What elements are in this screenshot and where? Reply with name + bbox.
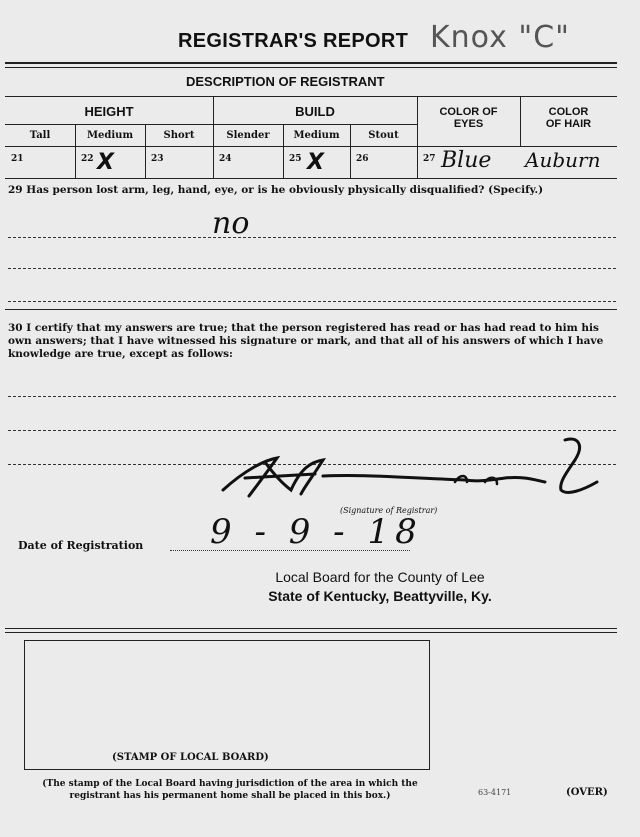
date-label: Date of Registration (18, 539, 144, 552)
board-line-1: Local Board for the County of Lee (275, 569, 485, 585)
hair-color-value: Auburn (525, 148, 601, 172)
question-29: 29 Has person lost arm, leg, hand, eye, or is he obviously physically disqualified? (Specify.) (8, 184, 544, 196)
build-slender-label: Slender (226, 130, 270, 141)
hair-header: COLOR OF HAIR (545, 106, 592, 130)
field-number: 25 (289, 154, 302, 164)
handwritten-reference: Knox "C" (430, 20, 570, 55)
answer-line (8, 301, 616, 302)
field-number: 27 (423, 154, 436, 164)
divider (5, 628, 617, 629)
build-medium-mark: X (307, 150, 324, 175)
registration-date: 9 - 9 - 18 (210, 512, 423, 552)
stamp-label: (STAMP OF LOCAL BOARD) (112, 752, 269, 763)
eyes-header: COLOR OF EYES (439, 106, 498, 130)
stamp-box (24, 640, 430, 770)
form-number: 63-4171 (478, 788, 512, 797)
height-medium-label: Medium (86, 130, 134, 141)
board-line-2: State of Kentucky, Beattyville, Ky. (268, 588, 492, 604)
field-number: 24 (219, 154, 232, 164)
registrar-signature-image (205, 430, 615, 510)
build-stout-label: Stout (368, 130, 399, 141)
build-medium-label: Medium (293, 130, 340, 141)
field-number: 22 (81, 154, 94, 164)
report-title: REGISTRAR'S REPORT (178, 30, 409, 52)
description-table (5, 96, 617, 178)
build-header: BUILD (295, 104, 335, 119)
height-header: HEIGHT (84, 104, 134, 119)
answer-line (8, 268, 616, 269)
question-30: 30 I certify that my answers are true; that the person registered has read or has had read to him his own answers; that I have witnessed his signature or mark, and that all of his answers of which I have knowledge are true, except as follows: (8, 322, 604, 360)
description-title: DESCRIPTION OF REGISTRANT (186, 74, 385, 89)
divider (5, 67, 617, 68)
stamp-note: (The stamp of the Local Board having jurisdiction of the area in which the registrant has his permanent home shall be placed in this box.) (42, 779, 418, 801)
over-label: (OVER) (566, 787, 608, 798)
field-number: 23 (151, 154, 164, 164)
height-tall-label: Tall (29, 130, 51, 141)
signature-caption: (Signature of Registrar) (340, 506, 438, 515)
answer-line (8, 396, 616, 397)
q29-answer: no (212, 206, 250, 241)
divider (5, 309, 617, 310)
divider (5, 632, 617, 633)
field-number: 21 (11, 154, 24, 164)
height-short-label: Short (163, 130, 195, 141)
height-medium-mark: X (97, 150, 114, 175)
answer-line (8, 237, 616, 238)
eye-color-value: Blue (441, 148, 492, 173)
divider (5, 62, 617, 64)
field-number: 26 (356, 154, 369, 164)
